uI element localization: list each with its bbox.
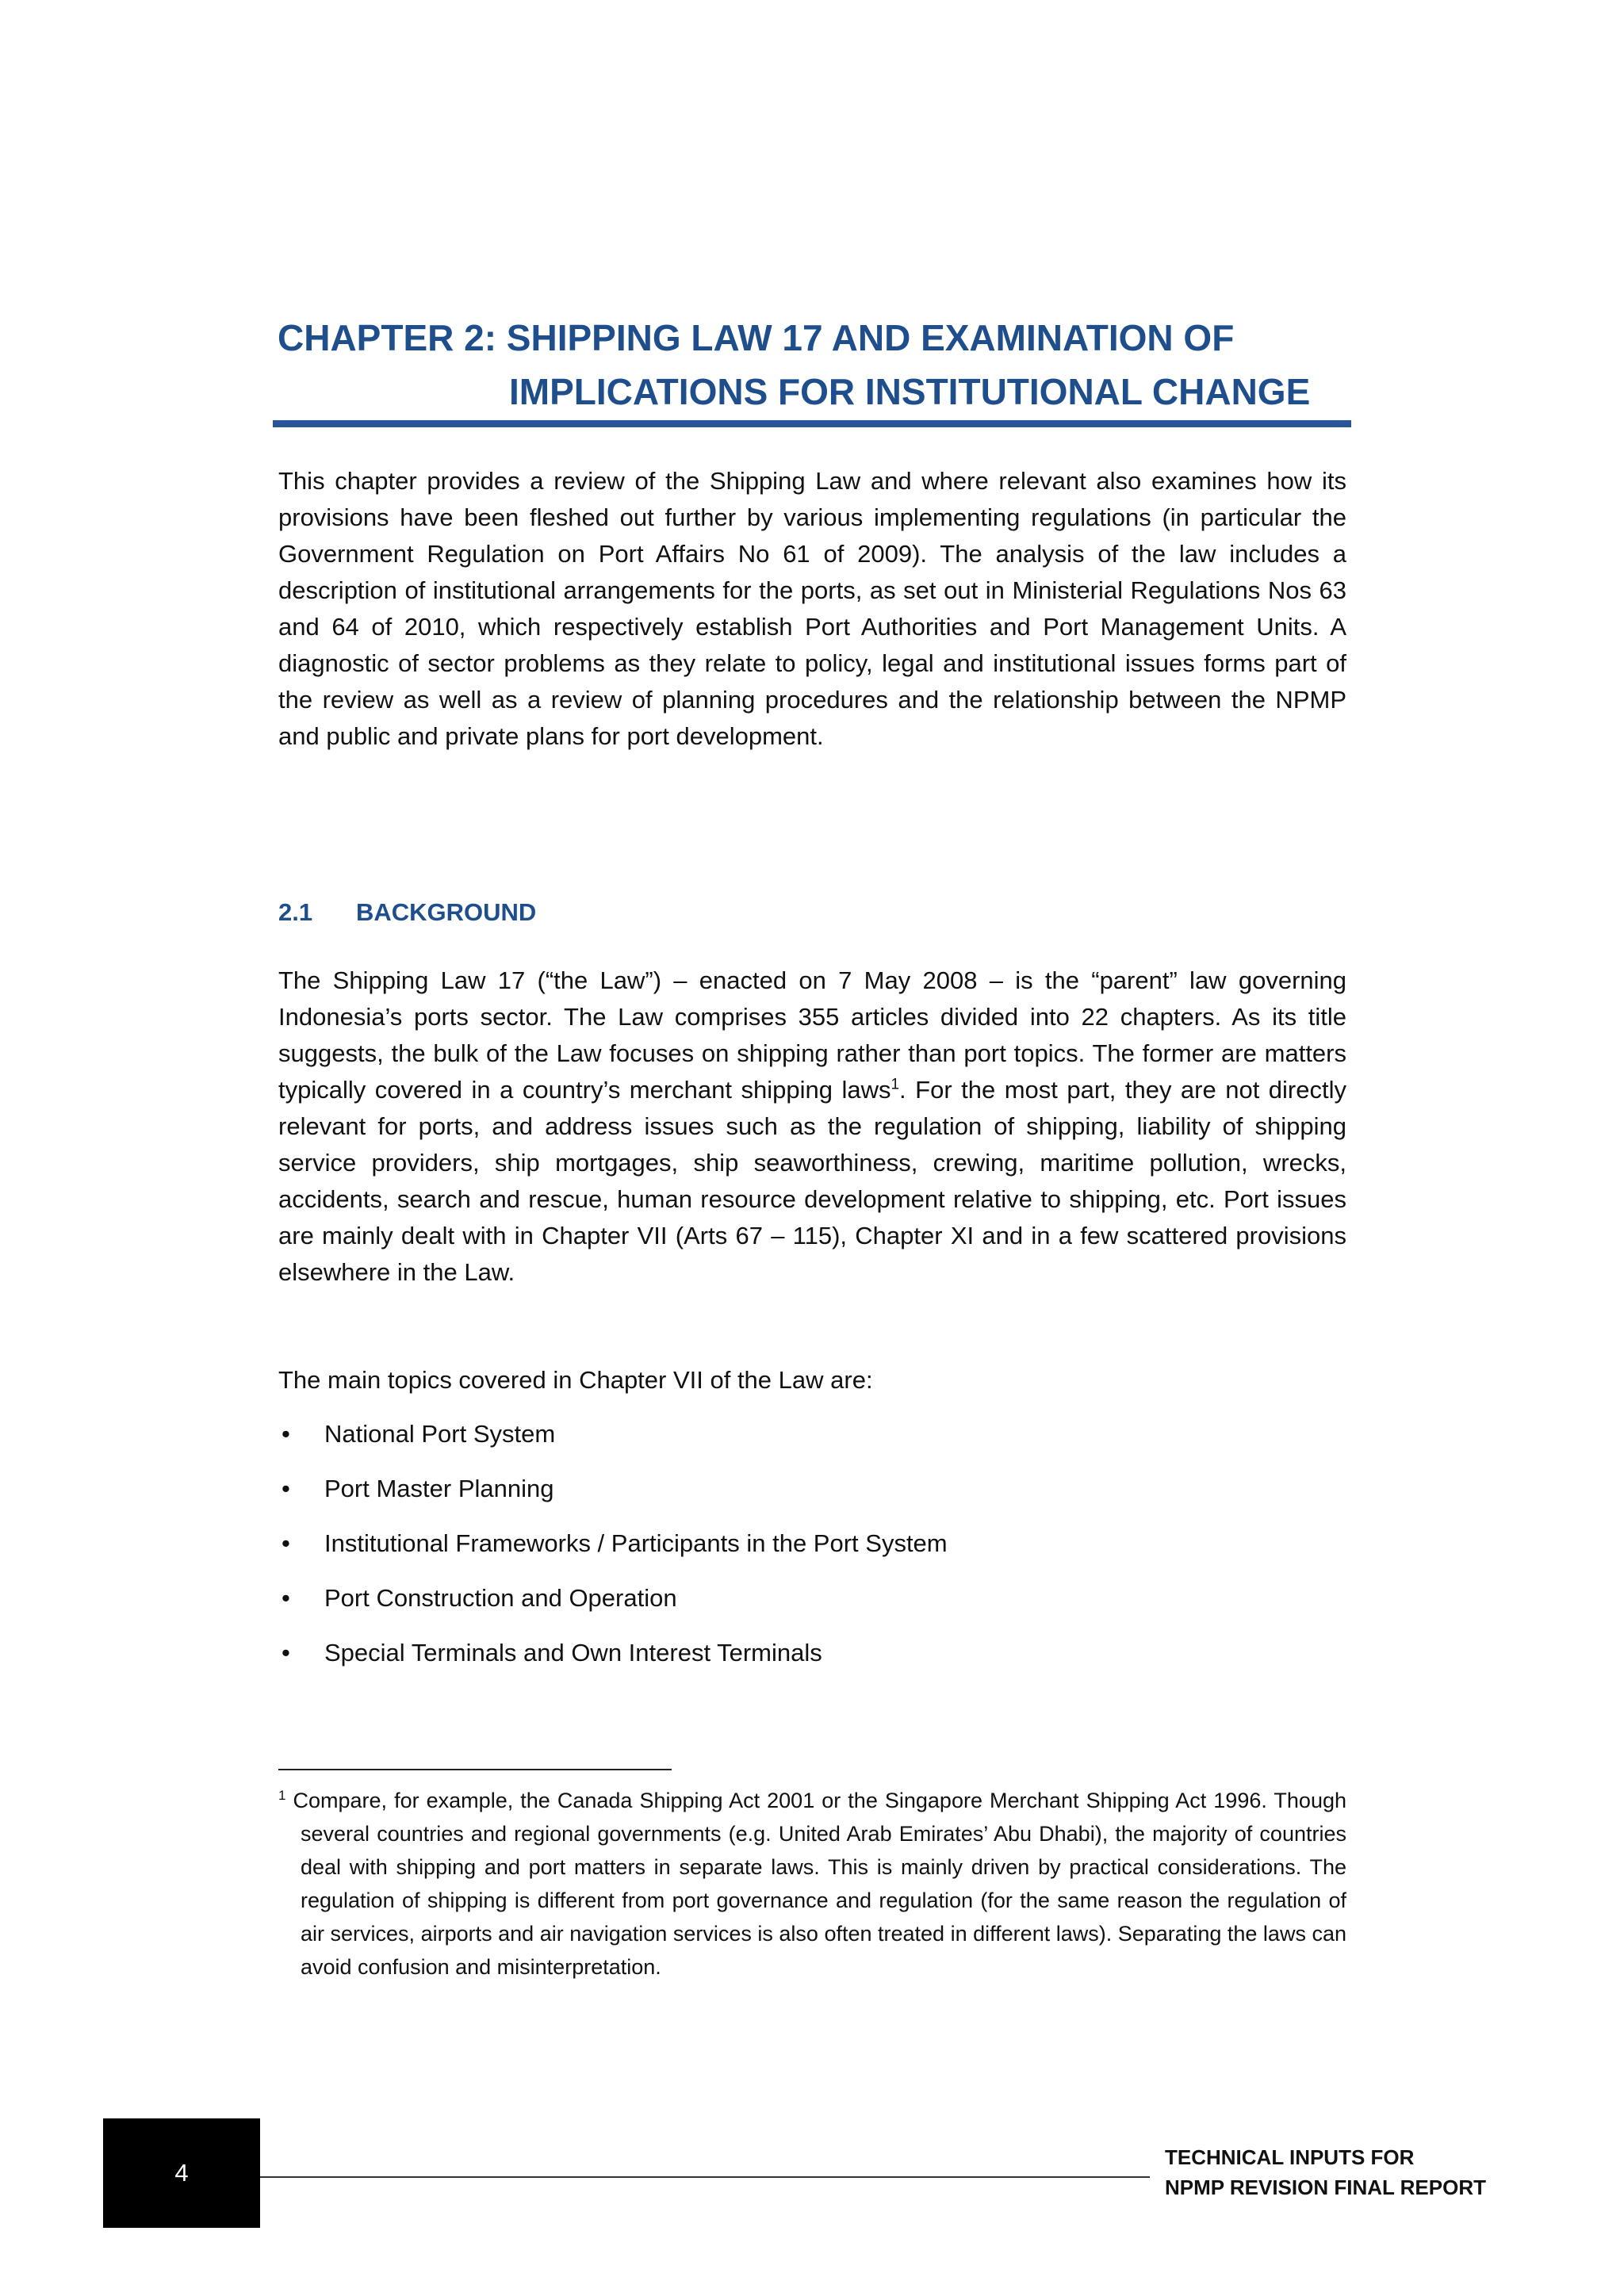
background-paragraph <box>278 962 1346 1291</box>
chapter-title-line-1: CHAPTER 2: SHIPPING LAW 17 AND EXAMINATION OF <box>278 317 1235 358</box>
list-item-text: National Port System <box>324 1420 556 1448</box>
footnote-reference[interactable]: 1 <box>891 1076 900 1093</box>
list-item <box>278 1471 1346 1507</box>
list-item <box>278 1525 1346 1562</box>
chapter-title-rule <box>273 420 1351 427</box>
page-number-box <box>103 2118 260 2228</box>
background-text-part-1: The Shipping Law 17 (“the Law”) – enacted on 7 May 2008 – is the “parent” law governing Indonesia’s ports sector. The Law comprises 355 articles divided into 22 chapters. As its title suggests, the bulk of the Law focuses on shipping rather than port topics. The former are matters typically covered in a country’s merchant shipping laws <box>278 966 1346 1104</box>
bullet-icon: • <box>282 1639 290 1667</box>
topics-list <box>278 1416 1346 1689</box>
topics-intro: The main topics covered in Chapter VII of the Law are: <box>278 1366 873 1394</box>
bullet-icon: • <box>282 1475 290 1502</box>
list-item <box>278 1580 1346 1617</box>
footer-report-line-1: TECHNICAL INPUTS FOR <box>1165 2145 1415 2169</box>
chapter-title-line-2: IMPLICATIONS FOR INSTITUTIONAL CHANGE <box>509 371 1311 412</box>
bullet-icon: • <box>282 1420 290 1448</box>
footer-report-line-2: NPMP REVISION FINAL REPORT <box>1165 2175 1486 2199</box>
footnote-text: Compare, for example, the Canada Shipping Act 2001 or the Singapore Merchant Shipping Act 1996. Though several countries and regional governments (e.g. United Arab Emirates’ Abu Dhabi), the majority of countries deal with shipping and port matters in separate laws. This is mainly driven by practical considerations. The regulation of shipping is different from port governance and regulation (for the same reason the regulation of air services, airports and air navigation services is also often treated in different laws). Separating the laws can avoid confusion and misinterpretation. <box>285 1789 1346 1979</box>
list-item-text: Institutional Frameworks / Participants in the Port System <box>324 1529 948 1557</box>
list-item-text: Special Terminals and Own Interest Terminals <box>324 1639 822 1667</box>
bullet-icon: • <box>282 1529 290 1557</box>
chapter-title <box>278 311 1348 419</box>
list-item-text: Port Master Planning <box>324 1475 554 1502</box>
page-number: 4 <box>174 2159 189 2187</box>
list-item <box>278 1416 1346 1452</box>
footnote-number: 1 <box>278 1788 286 1803</box>
intro-paragraph: This chapter provides a review of the Shipping Law and where relevant also examines how its provisions have been fleshed out further by various implementing regulations (in particular the Government Regulation on Port Affairs No 61 of 2009). The analysis of the law includes a description of institutional arrangements for the ports, as set out in Ministerial Regulations Nos 63 and 64 of 2010, which respectively establish Port Authorities and Port Management Units. A diagnostic of sector problems as they relate to policy, legal and institutional issues forms part of the review as well as a review of planning procedures and the relationship between the NPMP and public and private plans for port development. <box>278 467 1346 750</box>
footnote-separator <box>278 1769 672 1770</box>
footer-report-title <box>1165 2142 1486 2202</box>
section-number: 2.1 <box>278 898 313 926</box>
list-item <box>278 1635 1346 1671</box>
section-heading <box>278 894 536 931</box>
list-item-text: Port Construction and Operation <box>324 1584 677 1612</box>
section-title: BACKGROUND <box>356 898 537 926</box>
bullet-icon: • <box>282 1584 290 1612</box>
footnote <box>278 1784 1346 1984</box>
footer-rule <box>260 2176 1150 2178</box>
background-text-part-2: . For the most part, they are not directly relevant for ports, and address issues such as the regulation of shipping, liability of shipping service providers, ship mortgages, ship seaworthiness, crewing, maritime pollution, wrecks, accidents, search and rescue, human resource development relative to shipping, etc. Port issues are mainly dealt with in Chapter VII (Arts 67 – 115), Chapter XI and in a few scattered provisions elsewhere in the Law. <box>278 1076 1346 1286</box>
